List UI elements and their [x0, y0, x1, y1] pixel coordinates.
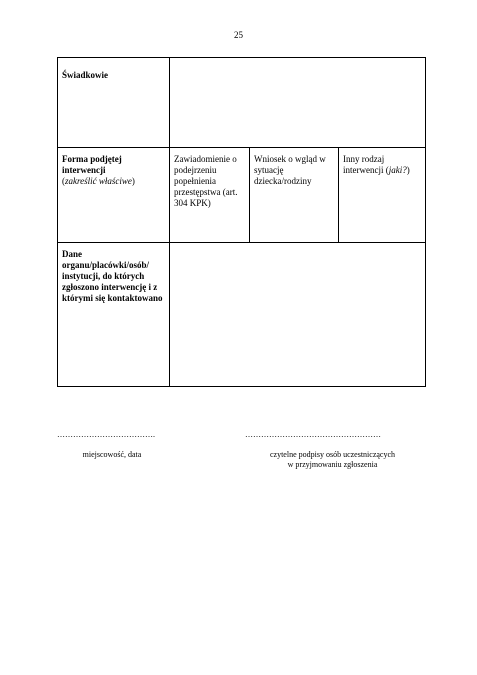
place-date-signature-line: ……………………………….	[57, 430, 155, 439]
intervention-label: Forma podjętej interwencji	[62, 154, 122, 175]
witnesses-label: Świadkowie	[58, 58, 170, 148]
contacts-field[interactable]	[170, 243, 426, 387]
other-text: Inny rodzaj interwencji (	[343, 154, 389, 175]
intervention-row	[58, 148, 426, 243]
note-italic: zakreślić właściwe	[65, 176, 132, 186]
note-close: )	[131, 176, 135, 186]
note-open: (	[62, 176, 65, 186]
other-close: )	[406, 165, 410, 175]
contacts-label: Dane organu/placówki/osób/ instytucji, do których zgłoszono interwencję i z którymi się kontaktowano	[58, 243, 170, 387]
witnesses-row	[58, 58, 426, 148]
place-date-label: miejscowość, data	[82, 450, 142, 459]
contacts-row	[58, 243, 426, 387]
intervention-note	[62, 176, 165, 187]
participants-label	[245, 450, 420, 470]
page-number: 25	[234, 30, 243, 40]
intervention-option-other[interactable]	[339, 148, 426, 243]
intervention-option-notification[interactable]: Zawiadomienie o podejrzeniu popełnienia przestępstwa (art. 304 KPK)	[170, 148, 250, 243]
report-form-table	[57, 57, 426, 387]
participants-label-line2: w przyjmowaniu zgłoszenia	[287, 460, 378, 469]
intervention-option-review-request[interactable]: Wniosek o wgląd w sytuację dziecka/rodziny	[250, 148, 339, 243]
witnesses-field[interactable]	[170, 58, 426, 148]
intervention-label-cell	[58, 148, 170, 243]
other-italic: jaki?	[388, 165, 407, 175]
participants-signature-line: ……………………………………………	[245, 430, 381, 439]
participants-label-line1: czytelne podpisy osób uczestniczących	[269, 450, 396, 459]
